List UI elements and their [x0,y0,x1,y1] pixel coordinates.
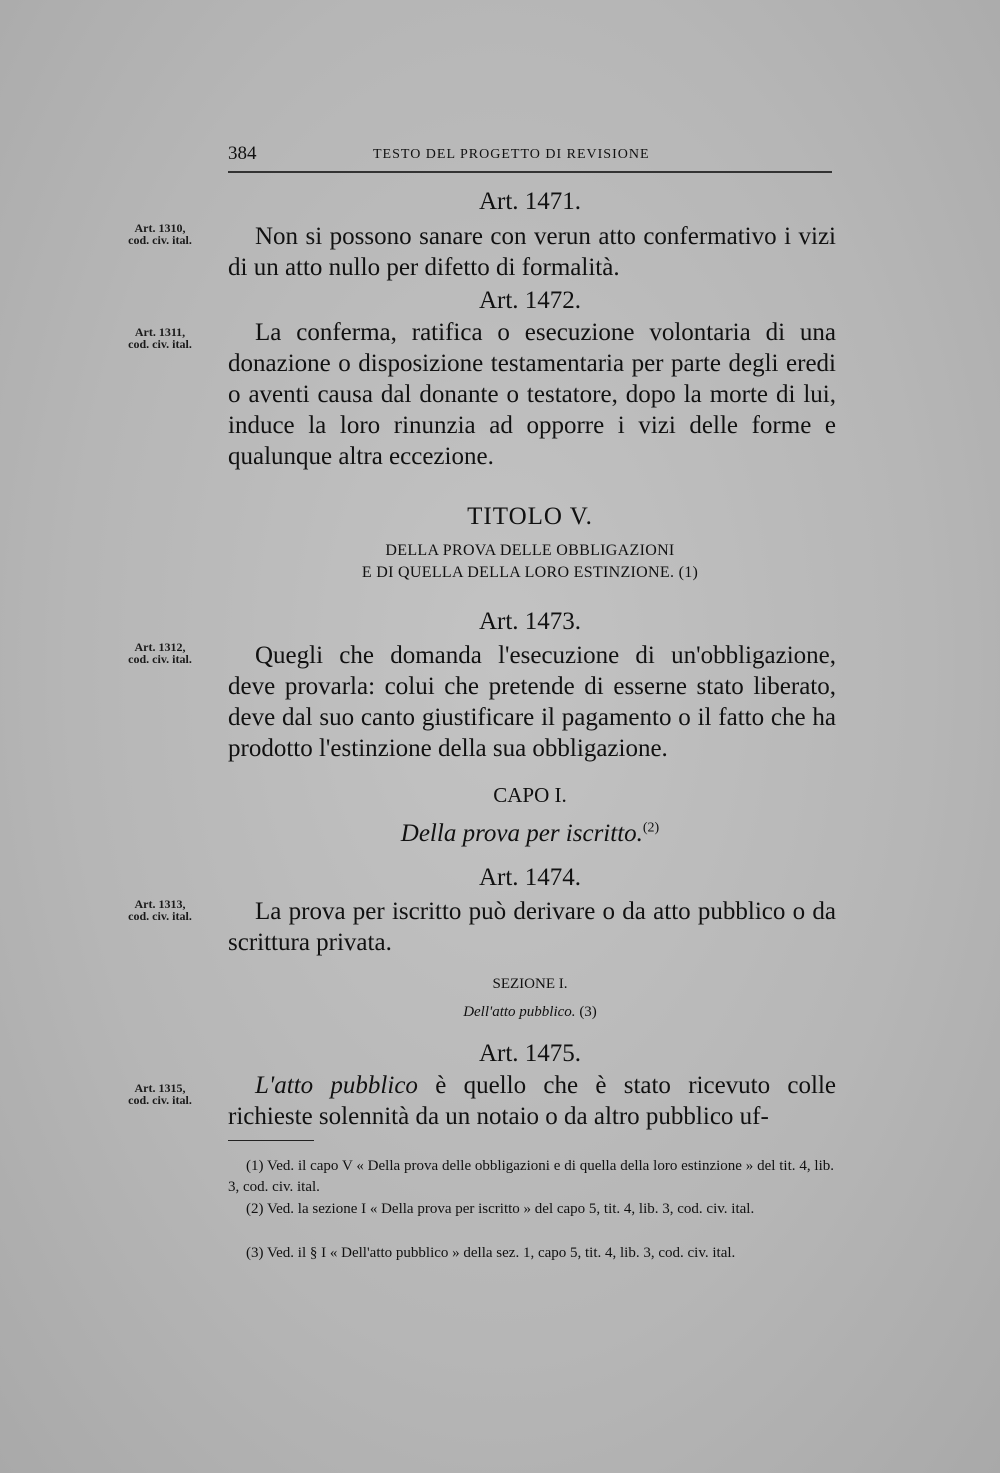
sezione-subtitle: Dell'atto pubblico. (3) [463,1004,597,1020]
page-header [228,143,832,173]
titolo-heading: TITOLO V. [467,503,593,530]
note-ref: (1) [678,564,699,581]
margin-note: Art. 1312, cod. civ. ital. [128,640,192,666]
article-text: La prova per iscritto può derivare o da atto pubblico o da scrittura privata. [228,898,836,956]
note-ref: (2) [642,820,660,836]
footnote: (2) Ved. la sezione I « Della prova per iscritto » del capo 5, tit. 4, lib. 3, cod. civ. ital. [246,1201,755,1217]
article-text: L'atto pubblico è quello che è stato ricevuto colle richieste solennità da un notaio o da altro pubblico uf- [228,1072,836,1130]
article-text: Quegli che domanda l'esecuzione di un'obbligazione, deve provarla: colui che pretende di esserne stato liberato, deve dal suo canto giustificare il pagamento o il fatto che ha prodotto l'estinzione della sua obbligazione. [228,642,836,762]
running-title: TESTO DEL PROGETTO DI REVISIONE [373,147,650,162]
article-text: Non si possono sanare con verun atto confermativo i vizi di un atto nullo per difetto di formalità. [228,223,836,281]
footnote: (1) Ved. il capo V « Della prova delle obbligazioni e di quella della loro estinzione » del tit. 4, lib. 3, cod. civ. ital. [228,1158,834,1195]
margin-note: Art. 1313, cod. civ. ital. [128,897,192,923]
article-title: Art. 1474. [478,864,582,891]
article-text: La conferma, ratifica o esecuzione volontaria di una donazione o disposizione testamentaria per parte degli eredi o aventi causa dal donante o testatore, dopo la morte di lui, induce la loro rinunzia ad opporre i vizi delle forme e qualunque altra eccezione. [228,319,836,470]
margin-note: Art. 1310, cod. civ. ital. [128,221,192,247]
article-title: Art. 1473. [478,608,582,635]
margin-note: Art. 1311, cod. civ. ital. [128,325,192,351]
article-title: Art. 1471. [478,188,582,215]
sezione-heading: SEZIONE I. [492,976,568,992]
margin-note: Art. 1315, cod. civ. ital. [128,1081,192,1107]
capo-subtitle: Della prova per iscritto.$^{(2)}$ [400,820,660,847]
titolo-subtitle: DELLA PROVA DELLE OBBLIGAZIONI E DI QUELLA DELLA LORO ESTINZIONE. (1) [361,542,699,581]
footnote-rule [228,1140,314,1141]
footnote: (3) Ved. il § I « Dell'atto pubblico » della sez. 1, capo 5, tit. 4, lib. 3, cod. civ. ital. [246,1245,736,1261]
article-title: Art. 1472. [478,287,582,314]
page-number: 384 [228,143,257,164]
note-ref: (3) [579,1004,597,1020]
capo-heading: CAPO I. [493,783,567,807]
article-title: Art. 1475. [478,1040,582,1067]
